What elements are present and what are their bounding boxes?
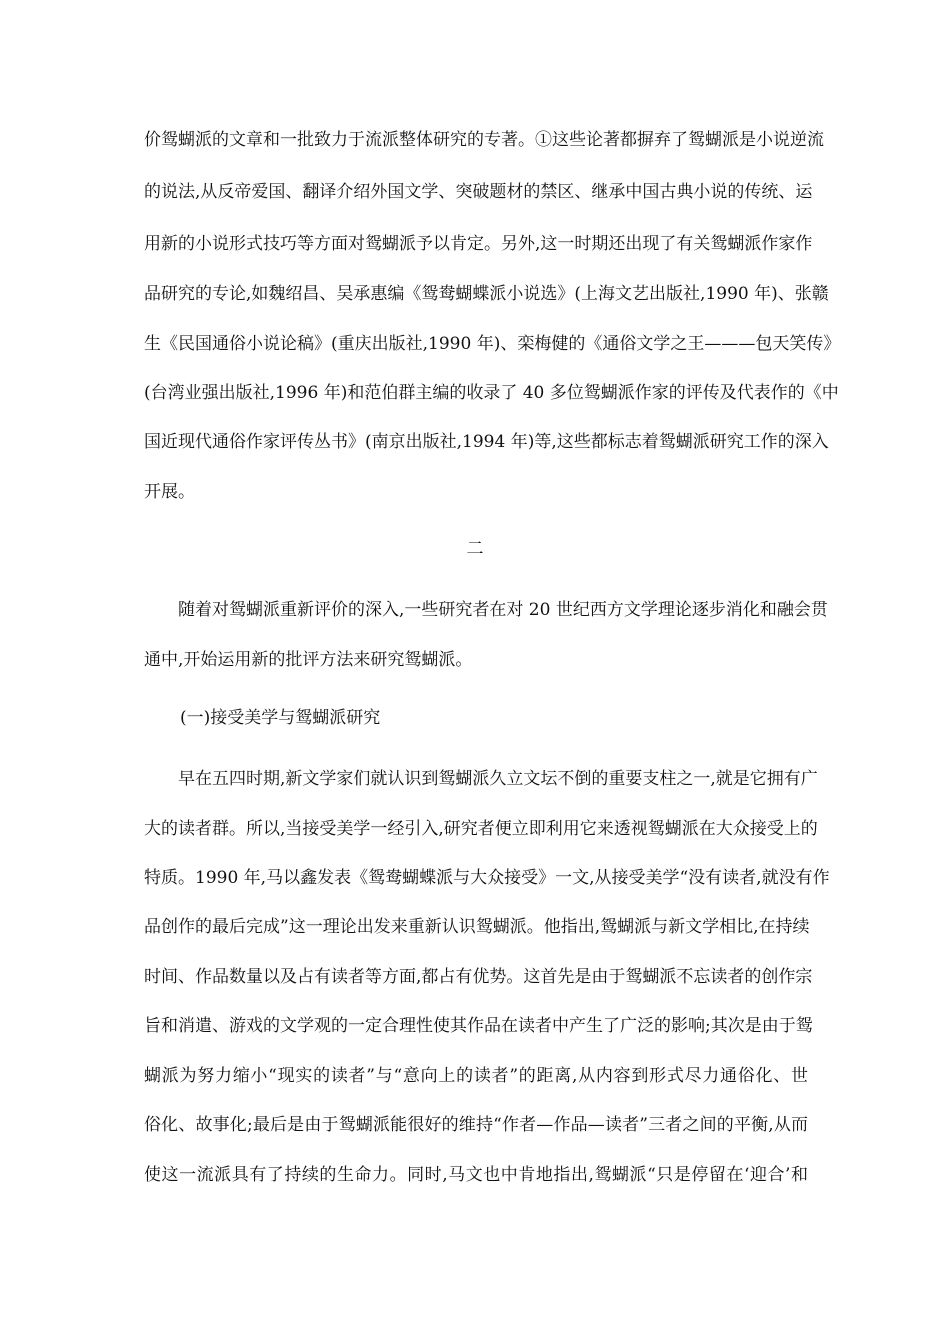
section-heading: 二 xyxy=(466,539,484,559)
paragraph-1-line-5: 生《民国通俗小说论稿》(重庆出版社,1990 年)、栾梅健的《通俗文学之王———包天笑传》 xyxy=(144,334,841,354)
paragraph-1-line-2: 的说法,从反帝爱国、翻译介绍外国文学、突破题材的禁区、继承中国古典小说的传统、运 xyxy=(144,182,813,202)
paragraph-1-line-1: 价鸳蝴派的文章和一批致力于流派整体研究的专著。①这些论著都摒弃了鸳蝴派是小说逆流 xyxy=(144,130,824,150)
paragraph-3-line-3: 特质。1990 年,马以鑫发表《鸳鸯蝴蝶派与大众接受》一文,从接受美学“没有读者,就没有作 xyxy=(144,868,830,888)
paragraph-1-line-4: 品研究的专论,如魏绍昌、吴承惠编《鸳鸯蝴蝶派小说选》(上海文艺出版社,1990 年)、张赣 xyxy=(144,284,829,304)
paragraph-3-line-8: 俗化、故事化;最后是由于鸳蝴派能很好的维持“作者—作品—读者”三者之间的平衡,从而 xyxy=(144,1115,808,1135)
paragraph-3-line-9: 使这一流派具有了持续的生命力。同时,马文也中肯地指出,鸳蝴派“只是停留在‘迎合’和 xyxy=(144,1165,808,1185)
paragraph-1-line-8: 开展。 xyxy=(144,482,195,502)
paragraph-1-line-3: 用新的小说形式技巧等方面对鸳蝴派予以肯定。另外,这一时期还出现了有关鸳蝴派作家作 xyxy=(144,234,813,254)
paragraph-3-line-2: 大的读者群。所以,当接受美学一经引入,研究者便立即利用它来透视鸳蝴派在大众接受上的 xyxy=(144,819,818,839)
subsection-heading: (一)接受美学与鸳蝴派研究 xyxy=(180,708,381,728)
paragraph-3-line-5: 时间、作品数量以及占有读者等方面,都占有优势。这首先是由于鸳蝴派不忘读者的创作宗 xyxy=(144,967,813,987)
paragraph-3-line-6: 旨和消遣、游戏的文学观的一定合理性使其作品在读者中产生了广泛的影响;其次是由于鸳 xyxy=(144,1016,813,1036)
paragraph-1-line-7: 国近现代通俗作家评传丛书》(南京出版社,1994 年)等,这些都标志着鸳蝴派研究工作的深入 xyxy=(144,432,829,452)
paragraph-2-line-1: 随着对鸳蝴派重新评价的深入,一些研究者在对 20 世纪西方文学理论逐步消化和融会贯 xyxy=(178,600,828,620)
paragraph-1-line-6: (台湾业强出版社,1996 年)和范伯群主编的收录了 40 多位鸳蝴派作家的评传及代表作的《中 xyxy=(144,383,839,403)
paragraph-2-line-2: 通中,开始运用新的批评方法来研究鸳蝴派。 xyxy=(144,650,473,670)
paragraph-3-line-1: 早在五四时期,新文学家们就认识到鸳蝴派久立文坛不倒的重要支柱之一,就是它拥有广 xyxy=(178,769,818,789)
paragraph-3-line-4: 品创作的最后完成”这一理论出发来重新认识鸳蝴派。他指出,鸳蝴派与新文学相比,在持续 xyxy=(144,917,810,937)
paragraph-3-line-7: 蝴派为努力缩小“现实的读者”与“意向上的读者”的距离,从内容到形式尽力通俗化、世 xyxy=(144,1066,808,1086)
